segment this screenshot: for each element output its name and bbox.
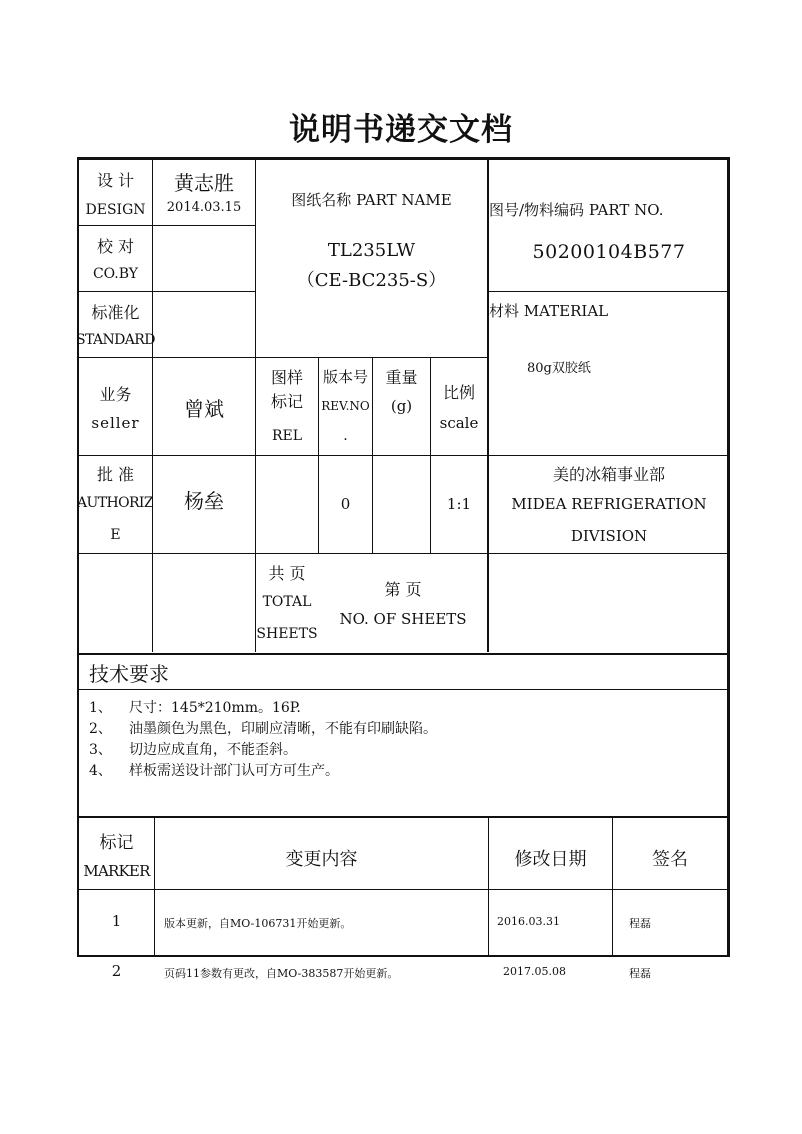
sample-mark-label-2: 标记 [270,392,303,411]
scale-value: 1:1 [446,495,472,513]
weight-label-1: 重量 [385,368,418,387]
requirement-text: 尺寸：145*210mm。16P. [129,700,301,716]
requirement-num: 3、 [89,742,112,758]
requirement-num: 4、 [89,763,112,779]
part-no-value: 50200104B577 [532,241,686,263]
design-label-cn: 设 计 [96,171,135,190]
rev-no-label-3: . [343,428,348,444]
row-marker: 1 [111,912,122,930]
requirements-heading: 技术要求 [89,662,169,686]
division-name-en-1: MIDEA REFRIGERATION [511,495,707,513]
authorizer-name: 杨垒 [184,489,224,513]
sheet-no-label-1: 第 页 [384,580,422,599]
content-header: 变更内容 [285,849,358,870]
part-no-label: 图号/物料编码 PART NO. [489,201,664,219]
total-sheets-label-1: 共 页 [268,564,306,583]
rev-no-value: 0 [340,495,351,513]
row-date: 2017.05.08 [503,965,566,978]
row-marker: 2 [111,962,122,980]
page-title: 说明书递交文档 [289,112,513,148]
row-date: 2016.03.31 [497,915,560,928]
material-label: 材料 MATERIAL [489,302,609,320]
requirement-text: 切边应成直角，不能歪斜。 [129,742,297,758]
row-content: 页码11参数有更改，自MO-383587开始更新。 [164,967,399,980]
designer-name: 黄志胜 [174,171,234,195]
weight-label-2: (g) [390,397,413,415]
design-date: 2014.03.15 [166,200,242,215]
seller-name: 曾斌 [184,397,224,421]
requirement-num: 1、 [89,700,112,716]
seller-label-cn: 业务 [99,385,132,404]
marker-header-cn: 标记 [99,833,134,853]
scale-label-1: 比例 [442,383,475,402]
scale-label-2: scale [439,414,479,432]
total-sheets-label-2: TOTAL [262,594,312,610]
row-content: 版本更新，自MO-106731开始更新。 [164,917,352,930]
sample-mark-label-en: REL [271,428,303,444]
authorize-label-en-1: AUTHORIZ [77,495,153,511]
check-label-cn: 校 对 [96,237,135,256]
part-name-value: TL235LW [327,240,416,261]
seller-label-en: seller [91,414,140,432]
part-name-code: （CE-BC235-S） [296,270,447,291]
requirement-num: 2、 [89,721,112,737]
sample-mark-label-1: 图样 [270,368,303,387]
requirement-text: 样板需送设计部门认可方可生产。 [129,763,339,779]
rev-no-label-2: REV.NO [321,399,370,413]
authorize-label-en-2: E [110,527,121,543]
division-name-en-2: DIVISION [570,527,648,545]
check-label-en: CO.BY [92,266,139,282]
part-name-label: 图纸名称 PART NAME [291,191,452,209]
standard-label-en: STANDARD [76,332,155,348]
date-header: 修改日期 [514,849,587,870]
marker-header-en: MARKER [83,862,150,880]
material-value: 80g双胶纸 [527,361,591,376]
division-name-cn: 美的冰箱事业部 [552,465,665,484]
rev-no-label-1: 版本号 [322,368,368,386]
sheet-no-label-2: NO. OF SHEETS [339,610,467,628]
row-signature: 程磊 [629,967,651,980]
design-label-en: DESIGN [85,202,146,218]
row-signature: 程磊 [629,917,651,930]
authorize-label-cn: 批 准 [96,465,135,484]
signature-header: 签名 [652,849,688,870]
standard-label-cn: 标准化 [91,303,140,322]
total-sheets-label-3: SHEETS [256,626,318,642]
requirement-text: 油墨颜色为黑色，印刷应清晰，不能有印刷缺陷。 [129,721,437,737]
